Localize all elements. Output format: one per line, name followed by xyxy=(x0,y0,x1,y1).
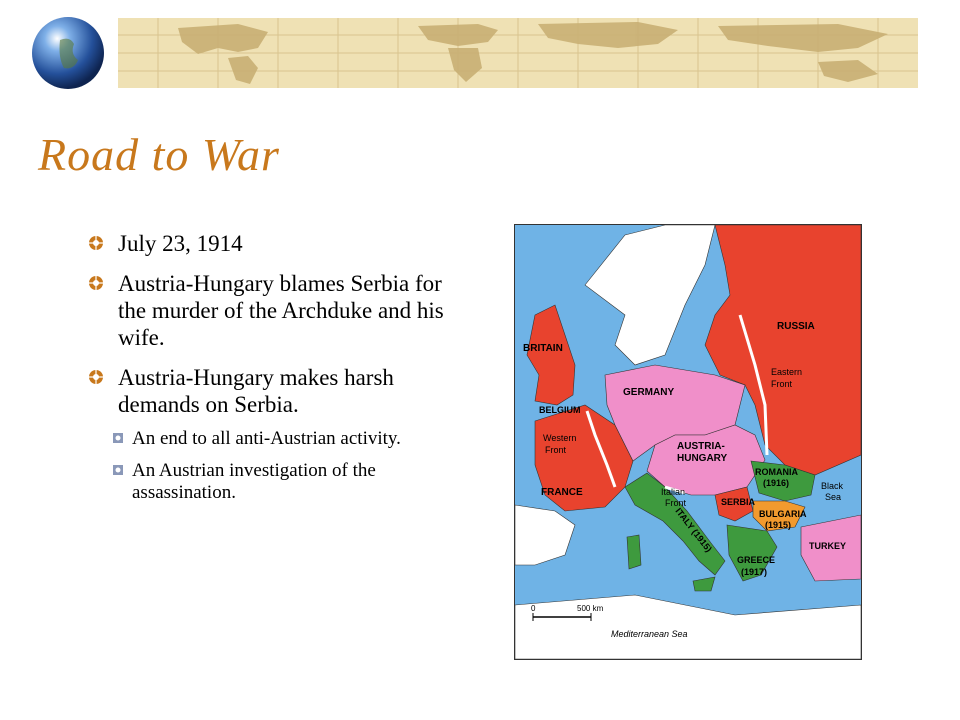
label-serbia: SERBIA xyxy=(721,497,756,507)
label-eastern-front-1: Eastern xyxy=(771,367,803,377)
scale-label-500: 500 km xyxy=(577,604,604,613)
bullet-list xyxy=(88,230,468,514)
label-black-sea-1: Black xyxy=(821,481,844,491)
bullet-item xyxy=(88,230,468,257)
label-western-front-1: Western xyxy=(543,433,577,443)
label-greece-1: GREECE xyxy=(737,555,776,565)
sub-bullet-icon xyxy=(112,432,124,444)
label-germany: GERMANY xyxy=(623,387,675,398)
label-bulgaria-2: (1915) xyxy=(765,520,792,530)
label-bulgaria-1: BULGARIA xyxy=(759,509,807,519)
bullet-item xyxy=(88,270,468,351)
label-austria-1: AUSTRIA- xyxy=(677,441,725,452)
label-romania-1: ROMANIA xyxy=(755,467,798,477)
world-map-banner xyxy=(118,18,918,88)
sub-bullet-item xyxy=(88,460,468,504)
sardinia-shape xyxy=(627,535,641,569)
label-austria-2: HUNGARY xyxy=(677,453,728,464)
label-belgium: BELGIUM xyxy=(539,405,581,415)
sub-bullet-text: An Austrian investigation of the assassination. xyxy=(132,460,376,503)
label-france: FRANCE xyxy=(541,487,583,498)
label-black-sea-2: Sea xyxy=(825,492,842,502)
globe-logo xyxy=(30,10,116,96)
label-britain: BRITAIN xyxy=(523,343,563,354)
scale-label-0: 0 xyxy=(531,604,536,613)
gear-bullet-icon xyxy=(88,275,104,291)
label-russia: RUSSIA xyxy=(777,321,815,332)
label-eastern-front-2: Front xyxy=(771,379,793,389)
gear-bullet-icon xyxy=(88,369,104,385)
label-western-front-2: Front xyxy=(545,445,567,455)
bullet-text: Austria-Hungary makes harsh demands on Serbia. xyxy=(118,365,394,417)
label-greece-2: (1917) xyxy=(741,567,768,577)
europe-ww1-map xyxy=(514,224,862,660)
label-med-sea: Mediterranean Sea xyxy=(611,629,688,639)
bullet-text: Austria-Hungary blames Serbia for the murder of the Archduke and his wife. xyxy=(118,271,444,350)
label-turkey: TURKEY xyxy=(809,541,847,551)
sub-bullet-text: An end to all anti-Austrian activity. xyxy=(132,428,401,449)
label-italian-front-1: Italian xyxy=(661,487,686,497)
sub-bullet-item xyxy=(88,428,468,450)
bullet-text: July 23, 1914 xyxy=(118,231,243,256)
gear-bullet-icon xyxy=(88,235,104,251)
sub-bullet-icon xyxy=(112,464,124,476)
label-italian-front-2: Front xyxy=(665,498,687,508)
slide-title: Road to War xyxy=(38,129,280,180)
label-italy: ITALY (1915) xyxy=(673,506,714,554)
bullet-item xyxy=(88,364,468,418)
label-romania-2: (1916) xyxy=(763,478,790,488)
